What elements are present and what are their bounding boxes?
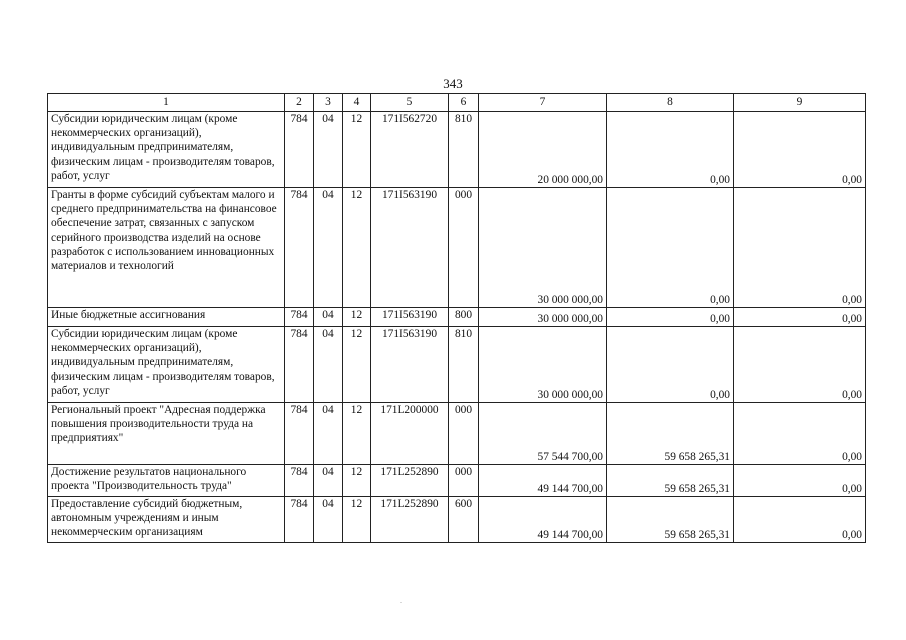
- row-ved: 784: [285, 465, 314, 497]
- row-ved: 784: [285, 497, 314, 543]
- column-number-header: 3: [314, 94, 343, 112]
- row-sum-col7: 20 000 000,00: [479, 112, 607, 188]
- row-name: Гранты в форме субсидий субъектам малого и среднего предпринимательства на финансовое обеспечение затрат, связанных с запуском серийного производства изделий на основе разработок с использованием инновационных материалов и технологий: [48, 188, 285, 308]
- column-number-header: 4: [343, 94, 371, 112]
- row-sum-col8: 0,00: [607, 112, 734, 188]
- column-number-header: 5: [371, 94, 449, 112]
- row-name: Достижение результатов национального проекта "Производительность труда": [48, 465, 285, 497]
- row-name: Субсидии юридическим лицам (кроме некоммерческих организаций), индивидуальным предпринимателям, физическим лицам - производителям товаров, работ, услуг: [48, 112, 285, 188]
- row-rz: 04: [314, 327, 343, 403]
- row-pr: 12: [343, 327, 371, 403]
- row-sum-col9: 0,00: [734, 308, 866, 327]
- table-row: [48, 188, 866, 308]
- row-pr: 12: [343, 188, 371, 308]
- table-row: [48, 403, 866, 465]
- row-csr: 171L252890: [371, 465, 449, 497]
- row-ved: 784: [285, 327, 314, 403]
- column-number-row: [48, 94, 866, 112]
- row-sum-col9: 0,00: [734, 112, 866, 188]
- row-ved: 784: [285, 112, 314, 188]
- row-ved: 784: [285, 308, 314, 327]
- row-vr: 800: [449, 308, 479, 327]
- column-number-header: 9: [734, 94, 866, 112]
- row-rz: 04: [314, 308, 343, 327]
- page-number: 343: [443, 76, 463, 91]
- column-number-header: 2: [285, 94, 314, 112]
- row-sum-col7: 57 544 700,00: [479, 403, 607, 465]
- row-sum-col9: 0,00: [734, 403, 866, 465]
- row-csr: 171I563190: [371, 327, 449, 403]
- row-csr: 171I563190: [371, 188, 449, 308]
- row-sum-col8: 59 658 265,31: [607, 497, 734, 543]
- column-number-header: 8: [607, 94, 734, 112]
- row-vr: 000: [449, 188, 479, 308]
- row-rz: 04: [314, 188, 343, 308]
- row-pr: 12: [343, 112, 371, 188]
- row-vr: 810: [449, 112, 479, 188]
- row-vr: 000: [449, 403, 479, 465]
- row-rz: 04: [314, 497, 343, 543]
- table-row: [48, 112, 866, 188]
- row-name: Региональный проект "Адресная поддержка повышения производительности труда на предприятиях": [48, 403, 285, 465]
- row-csr: 171I563190: [371, 308, 449, 327]
- row-name: Предоставление субсидий бюджетным, автономным учреждениям и иным некоммерческим организациям: [48, 497, 285, 543]
- row-sum-col8: 0,00: [607, 188, 734, 308]
- row-name: Иные бюджетные ассигнования: [48, 308, 285, 327]
- column-number-header: 1: [48, 94, 285, 112]
- row-rz: 04: [314, 403, 343, 465]
- row-csr: 171L252890: [371, 497, 449, 543]
- row-sum-col8: 59 658 265,31: [607, 465, 734, 497]
- row-csr: 171I562720: [371, 112, 449, 188]
- table-row: [48, 497, 866, 543]
- table-row: [48, 327, 866, 403]
- row-pr: 12: [343, 308, 371, 327]
- row-sum-col8: 0,00: [607, 327, 734, 403]
- row-sum-col9: 0,00: [734, 497, 866, 543]
- row-sum-col7: 49 144 700,00: [479, 465, 607, 497]
- row-pr: 12: [343, 497, 371, 543]
- row-name: Субсидии юридическим лицам (кроме некоммерческих организаций), индивидуальным предпринимателям, физическим лицам - производителям товаров, работ, услуг: [48, 327, 285, 403]
- row-csr: 171L200000: [371, 403, 449, 465]
- row-vr: 000: [449, 465, 479, 497]
- table-row: [48, 465, 866, 497]
- row-vr: 810: [449, 327, 479, 403]
- row-sum-col8: 59 658 265,31: [607, 403, 734, 465]
- row-ved: 784: [285, 188, 314, 308]
- row-sum-col7: 49 144 700,00: [479, 497, 607, 543]
- row-rz: 04: [314, 465, 343, 497]
- row-pr: 12: [343, 465, 371, 497]
- scan-artifact: [400, 602, 402, 603]
- column-number-header: 7: [479, 94, 607, 112]
- row-sum-col9: 0,00: [734, 188, 866, 308]
- row-sum-col7: 30 000 000,00: [479, 327, 607, 403]
- row-sum-col9: 0,00: [734, 465, 866, 497]
- table-row: [48, 308, 866, 327]
- row-sum-col9: 0,00: [734, 327, 866, 403]
- row-sum-col7: 30 000 000,00: [479, 308, 607, 327]
- row-ved: 784: [285, 403, 314, 465]
- row-rz: 04: [314, 112, 343, 188]
- column-number-header: 6: [449, 94, 479, 112]
- row-pr: 12: [343, 403, 371, 465]
- row-sum-col8: 0,00: [607, 308, 734, 327]
- row-vr: 600: [449, 497, 479, 543]
- budget-table: [47, 93, 866, 543]
- row-sum-col7: 30 000 000,00: [479, 188, 607, 308]
